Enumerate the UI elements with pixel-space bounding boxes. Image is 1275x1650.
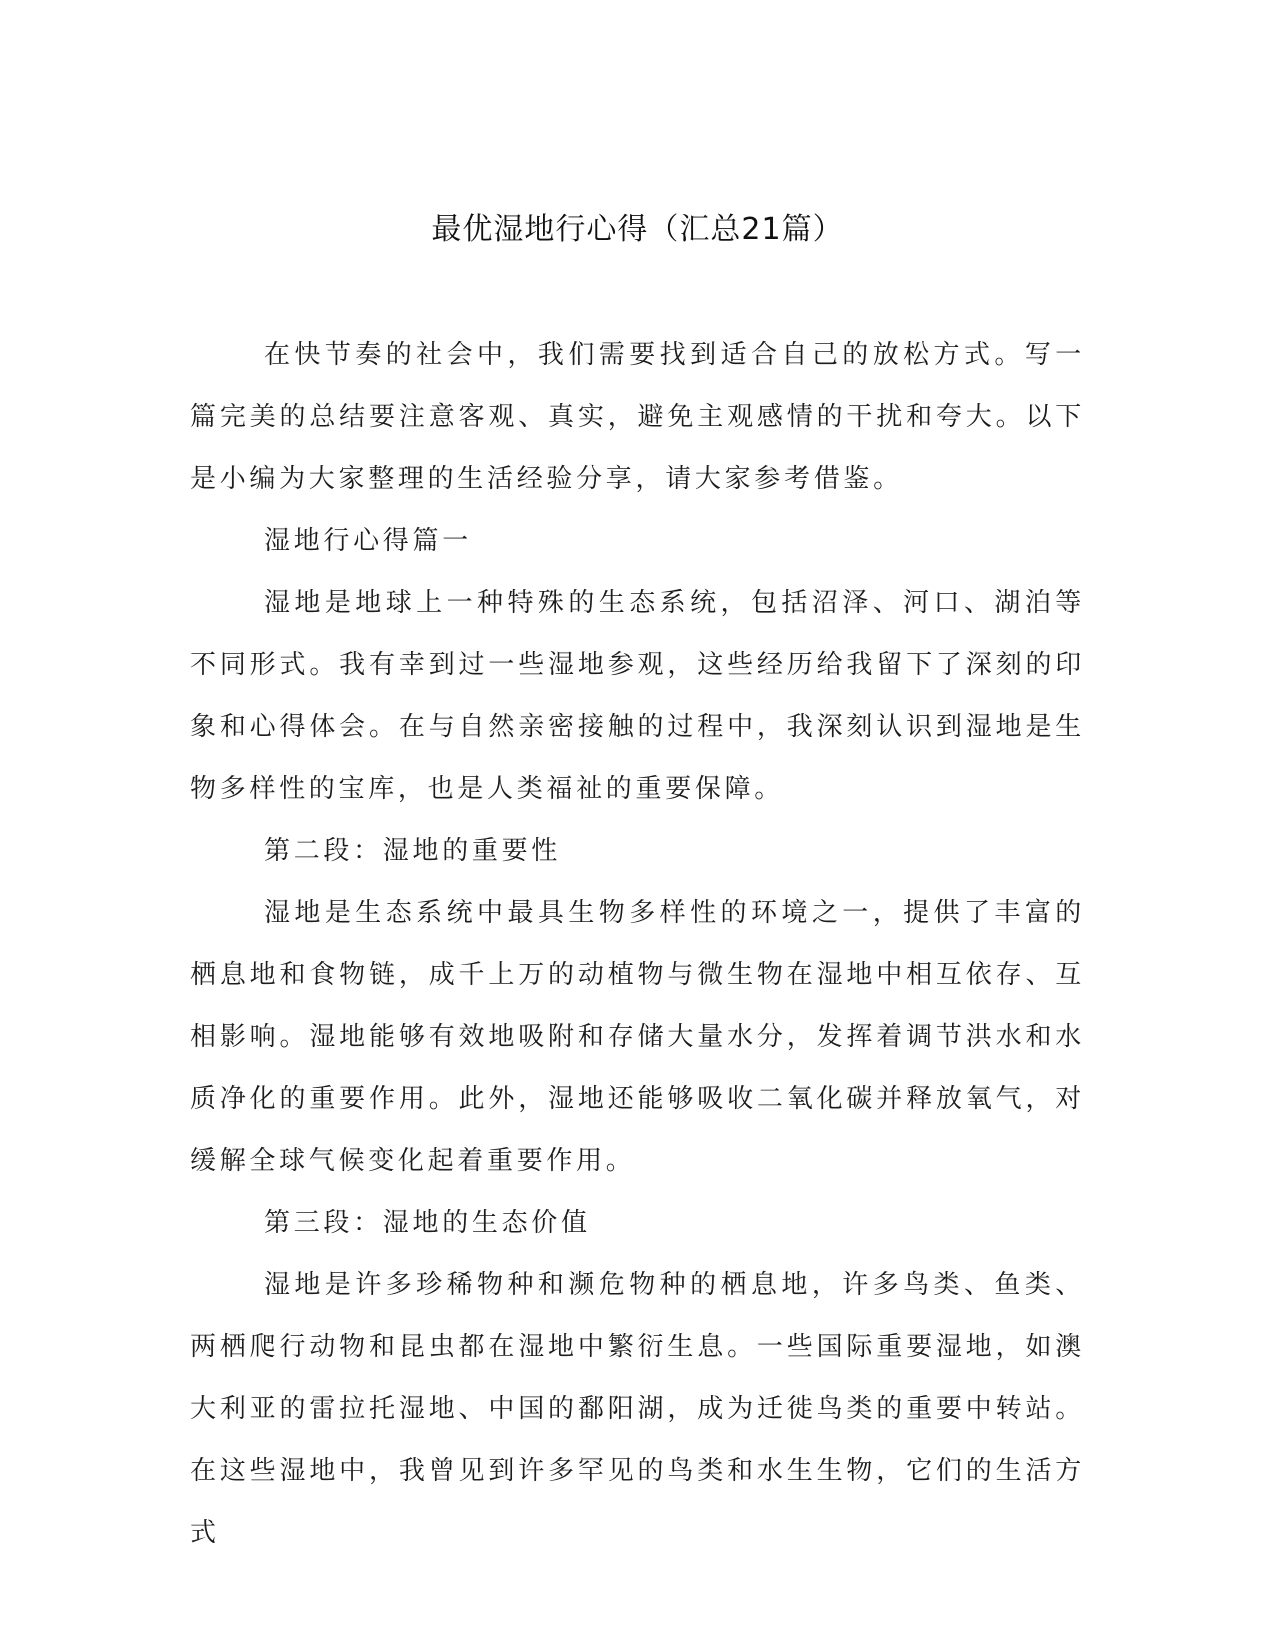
section-3-heading: 第三段：湿地的生态价值 [264, 1208, 591, 1238]
intro-paragraph: 在快节奏的社会中，我们需要找到适合自己的放松方式。写一篇完美的总结要注意客观、真实，避免主观感情的干扰和夸大。以下是小编为大家整理的生活经验分享，请大家参考借鉴。 [190, 340, 1085, 494]
document-title: 最优湿地行心得（汇总21篇） [431, 212, 844, 247]
section-1-paragraph: 湿地是地球上一种特殊的生态系统，包括沼泽、河口、湖泊等不同形式。我有幸到过一些湿地参观，这些经历给我留下了深刻的印象和心得体会。在与自然亲密接触的过程中，我深刻认识到湿地是生物多样性的宝库，也是人类福祉的重要保障。 [190, 588, 1085, 804]
document-body [190, 324, 1085, 1564]
section-3-paragraph: 湿地是许多珍稀物种和濒危物种的栖息地，许多鸟类、鱼类、两栖爬行动物和昆虫都在湿地中繁衍生息。一些国际重要湿地，如澳大利亚的雷拉托湿地、中国的鄱阳湖，成为迁徙鸟类的重要中转站。在这些湿地中，我曾见到许多罕见的鸟类和水生生物，它们的生活方式 [190, 1270, 1085, 1548]
section-2-heading: 第二段：湿地的重要性 [264, 836, 562, 866]
section-2-paragraph: 湿地是生态系统中最具生物多样性的环境之一，提供了丰富的栖息地和食物链，成千上万的动植物与微生物在湿地中相互依存、互相影响。湿地能够有效地吸附和存储大量水分，发挥着调节洪水和水质净化的重要作用。此外，湿地还能够吸收二氧化碳并释放氧气，对缓解全球气候变化起着重要作用。 [190, 898, 1085, 1176]
section-1-heading: 湿地行心得篇一 [264, 526, 472, 556]
